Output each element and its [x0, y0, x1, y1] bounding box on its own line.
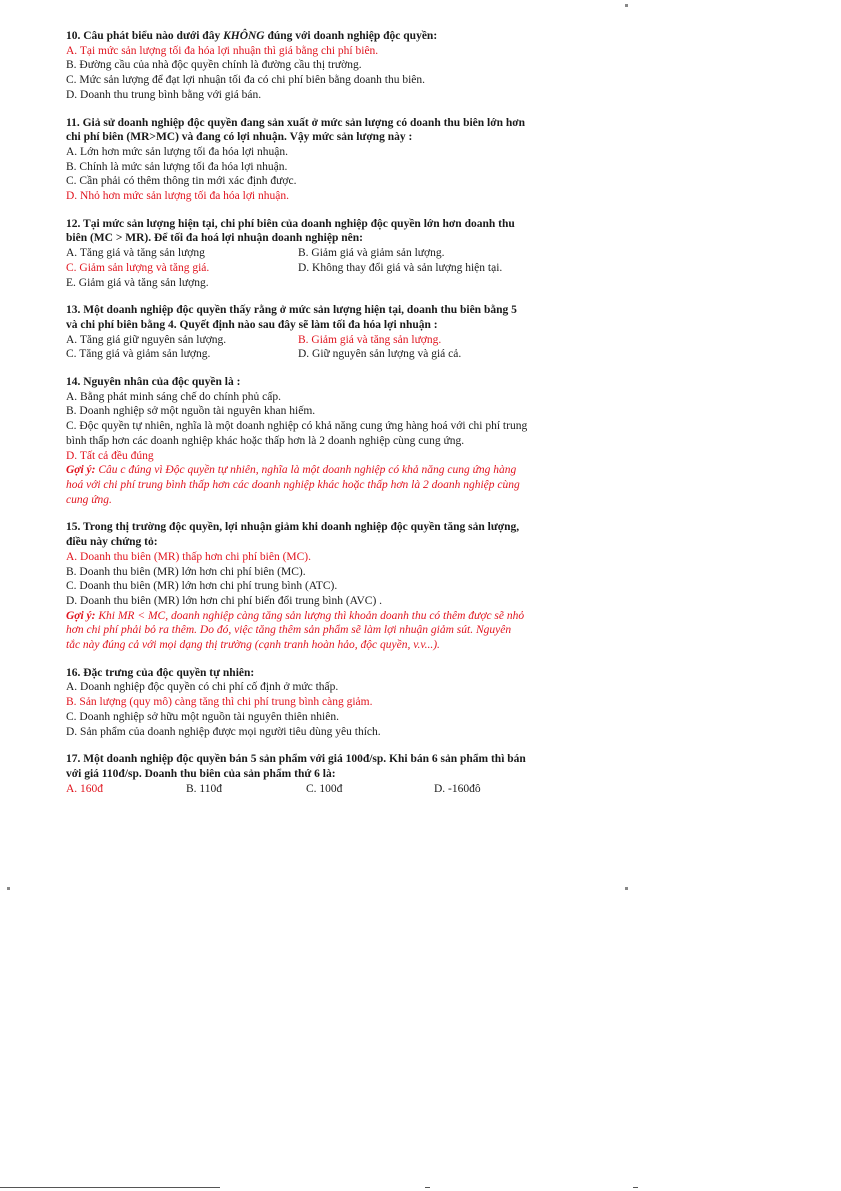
question-15: [66, 520, 586, 652]
title-emphasis: KHÔNG: [223, 30, 265, 42]
question-title-line: 13. Một doanh nghiệp độc quyền thấy rằng ở mức sản lượng hiện tại, doanh thu biên bằng 5: [66, 304, 517, 317]
answer-option: D. Doanh thu trung bình bằng với giá bán.: [66, 88, 262, 101]
footer-mark: [425, 1187, 430, 1188]
answer-option: B. Chính là mức sản lượng tối đa hóa lợi nhuận.: [66, 160, 288, 173]
answer-option-correct: B. Giảm giá và tăng sản lượng.: [298, 333, 442, 346]
answer-option: B. Giảm giá và giảm sản lượng.: [298, 247, 445, 260]
hint-line: [66, 463, 586, 478]
answer-option: A. Tăng giá giữ nguyên sản lượng.: [66, 333, 227, 346]
answer-option: D. -160đô: [434, 782, 481, 795]
answer-option: D. Không thay đổi giá và sản lượng hiện tại.: [298, 261, 503, 274]
answer-option: B. Đường cầu của nhà độc quyền chính là đường cầu thị trường.: [66, 59, 362, 72]
answer-option: B. Doanh thu biên (MR) lớn hơn chi phí biên (MC).: [66, 565, 306, 578]
answer-option-correct: B. Sản lượng (quy mô) càng tăng thì chi phí trung bình càng giảm.: [66, 696, 373, 709]
answer-option: A. Bằng phát minh sáng chế do chính phủ cấp.: [66, 390, 281, 403]
answer-option: C. Cần phải có thêm thông tin mới xác định được.: [66, 175, 297, 188]
hint-text: Khi MR < MC, doanh nghiệp càng tăng sản lượng thì khoản doanh thu có thêm được sẽ nhỏ: [95, 609, 525, 622]
question-16: [66, 666, 586, 740]
answer-option: E. Giảm giá và tăng sản lượng.: [66, 276, 209, 289]
question-title-line: chi phí biên (MR>MC) và đang có lợi nhuận. Vậy mức sản lượng này :: [66, 131, 413, 144]
question-number: 10.: [66, 30, 81, 42]
answer-option: C. Doanh nghiệp sở hữu một nguồn tài nguyên thiên nhiên.: [66, 710, 339, 723]
question-13: [66, 303, 586, 362]
question-title-line: 11. Giả sử doanh nghiệp độc quyền đang sản xuất ở mức sản lượng có doanh thu biên lớn hơn: [66, 116, 526, 129]
answer-option: A. Lớn hơn mức sản lượng tối đa hóa lợi nhuận.: [66, 145, 289, 158]
question-10: [66, 29, 586, 103]
answer-option: D. Doanh thu biên (MR) lớn hơn chi phí biến đổi trung bình (AVC) .: [66, 594, 383, 607]
answer-option: A. Tăng giá và tăng sản lượng: [66, 247, 205, 260]
answer-row: [66, 347, 586, 362]
hint-line: hơn chi phí phải bỏ ra thêm. Do đó, việc tăng thêm sản phẩm sẽ làm lợi nhuận giảm sút. Nguyên: [66, 624, 512, 637]
question-title-line: điều này chứng tỏ:: [66, 536, 158, 549]
hint-label: Gợi ý:: [66, 609, 96, 622]
answer-option: C. Tăng giá và giảm sản lượng.: [66, 348, 211, 361]
answer-option: C. Doanh thu biên (MR) lớn hơn chi phí trung bình (ATC).: [66, 580, 338, 593]
answer-row: [66, 333, 586, 348]
question-title-line: biên (MC > MR). Để tối đa hoá lợi nhuận doanh nghiệp nên:: [66, 232, 363, 245]
answer-option-correct: D. Tất cả đều đúng: [66, 449, 154, 462]
question-11: [66, 116, 586, 204]
answer-option: C. Độc quyền tự nhiên, nghĩa là một doanh nghiệp có khả năng cung ứng hàng hoá với chi phí trung: [66, 420, 528, 433]
question-14: [66, 375, 586, 507]
document-page: [66, 29, 586, 809]
answer-row: [66, 246, 586, 261]
answer-option-correct: A. Tại mức sản lượng tối đa hóa lợi nhuận thì giá bằng chi phí biên.: [66, 44, 379, 57]
answer-option-correct: A. 160đ: [66, 782, 104, 795]
question-12: [66, 217, 586, 291]
answer-option: C. Mức sản lượng để đạt lợi nhuận tối đa có chi phí biên bằng doanh thu biên.: [66, 74, 426, 87]
answer-option: A. Doanh nghiệp độc quyền có chi phí cố định ở mức thấp.: [66, 681, 339, 694]
question-title-line: và chi phí biên bằng 4. Quyết định nào sau đây sẽ làm tối đa hóa lợi nhuận :: [66, 318, 438, 331]
answer-option: D. Giữ nguyên sản lượng và giá cả.: [298, 348, 462, 361]
question-title-line: 12. Tại mức sản lượng hiện tại, chi phí biên của doanh nghiệp độc quyền lớn hơn doanh thu: [66, 217, 515, 230]
title-part: Câu phát biểu nào dưới đây: [80, 30, 224, 42]
hint-line: [66, 609, 586, 624]
page-corner-mark: [625, 887, 628, 890]
answer-option-correct: D. Nhỏ hơn mức sản lượng tối đa hóa lợi nhuận.: [66, 190, 289, 203]
question-title-line: 15. Trong thị trường độc quyền, lợi nhuận giảm khi doanh nghiệp độc quyền tăng sản lượng,: [66, 521, 520, 534]
question-title-line: 17. Một doanh nghiệp độc quyền bán 5 sản phẩm với giá 100đ/sp. Khi bán 6 sản phẩm thì bán: [66, 753, 526, 766]
answer-option-continued: bình thấp hơn các doanh nghiệp khác hoặc thấp hơn là 2 doanh nghiệp cùng cung ứng.: [66, 434, 465, 447]
hint-line: cung ứng.: [66, 493, 112, 506]
hint-line: tắc này đúng cả với mọi dạng thị trường (cạnh tranh hoàn hảo, độc quyền, v.v...).: [66, 639, 440, 652]
question-title: 14. Nguyên nhân của độc quyền là :: [66, 376, 241, 389]
hint-text: Câu c đúng vì Độc quyền tự nhiên, nghĩa là một doanh nghiệp có khả năng cung ứng hàng: [95, 464, 517, 477]
answer-row: [66, 782, 586, 797]
question-title: [66, 29, 586, 44]
answer-option-correct: A. Doanh thu biên (MR) thấp hơn chi phí biên (MC).: [66, 550, 311, 563]
answer-option: B. Doanh nghiệp sở một nguồn tài nguyên khan hiếm.: [66, 405, 316, 418]
page-corner-mark: [625, 4, 628, 7]
answer-option-correct: C. Giảm sản lượng và tăng giá.: [66, 261, 210, 274]
hint-label: Gợi ý:: [66, 464, 96, 477]
footer-mark: [633, 1187, 638, 1188]
page-corner-mark: [7, 887, 10, 890]
answer-option: D. Sản phẩm của doanh nghiệp được mọi người tiêu dùng yêu thích.: [66, 725, 381, 738]
answer-row: [66, 261, 586, 276]
answer-option: C. 100đ: [306, 782, 343, 795]
footer-rule: [0, 1187, 220, 1188]
question-title-line: với giá 110đ/sp. Doanh thu biên của sản phẩm thứ 6 là:: [66, 767, 336, 780]
question-17: [66, 752, 586, 796]
title-part: đúng với doanh nghiệp độc quyền:: [264, 30, 438, 42]
question-title: 16. Đặc trưng của độc quyền tự nhiên:: [66, 666, 255, 679]
hint-line: hoá với chi phí trung bình thấp hơn các doanh nghiệp khác hoặc thấp hơn là 2 doanh nghiệp cùng: [66, 478, 520, 491]
answer-option: B. 110đ: [186, 782, 222, 795]
